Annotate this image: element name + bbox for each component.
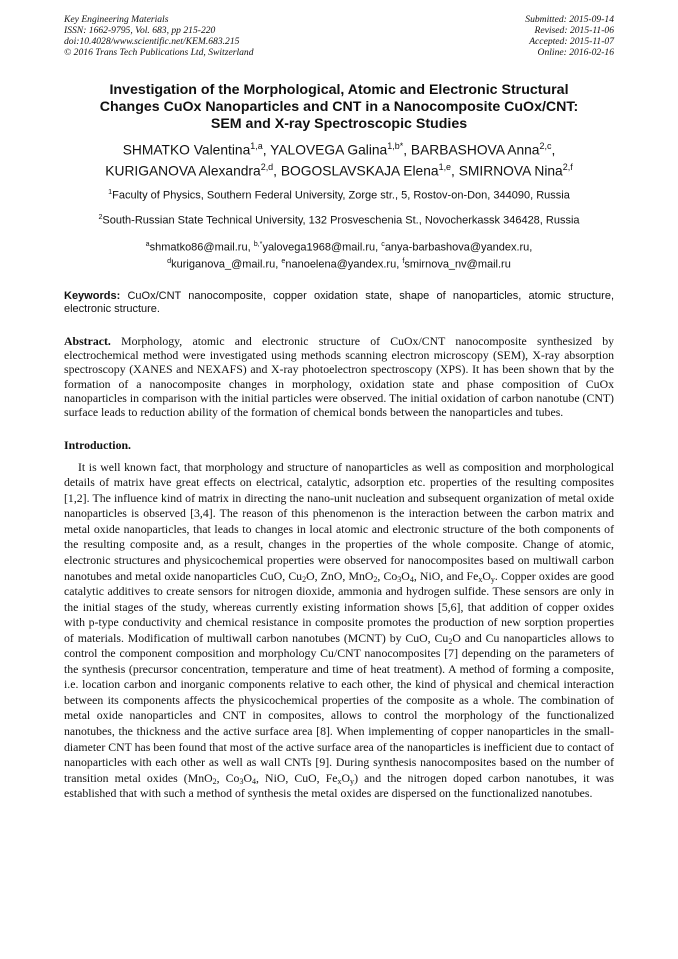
- intro-text: , Co: [377, 568, 398, 583]
- email-sup: b,*: [253, 239, 263, 248]
- author-name: SMIRNOVA Nina: [458, 163, 563, 179]
- intro-subscript: 2: [448, 636, 453, 646]
- intro-subscript: x: [337, 776, 342, 786]
- author-name: SHMATKO Valentina: [122, 142, 251, 158]
- journal-name: Key Engineering Materials: [64, 14, 169, 25]
- intro-paragraph: [64, 460, 614, 802]
- abstract-text: Morphology, atomic and electronic structure of CuOx/CNT nanocomposite synthesized by electrochemical method were investigated using methods scanning electron microscopy (SEM), X-ray absorption spectroscopy (XANES and NEXAFS) and X-ray photoelectron spectroscopy (XPS). It has been shown that by the formation of a nanocomposite changes in morphology, oxidation state and phase composition of CuOx nanoparticles in comparison with the initial particles were observed. The initial oxidation of carbon nanotube (CNT) surface leads to reduction ability of the formation of chemical bonds between the nanoparticles and tubes.: [64, 333, 614, 420]
- title-line: SEM and X-ray Spectroscopic Studies: [210, 116, 468, 133]
- intro-text: , Co: [216, 770, 240, 785]
- journal-info: [64, 14, 254, 58]
- intro-subscript: 3: [397, 574, 402, 584]
- email-sup: e: [281, 256, 286, 265]
- author-line: [64, 159, 614, 180]
- email-link[interactable]: shmatko86@mail.ru,: [149, 241, 254, 254]
- affiliation-sup: 1: [108, 187, 113, 196]
- intro-text: , NiO, and Fe: [413, 568, 479, 583]
- intro-text: O and Cu nanoparticles allows to control the component composition and morphology Cu/CNT nanocomposites [7] depending on the parameters of the synthesis (precursor concentration, temperature and time of heat treatment). A method of forming a composite, i.e. location carbon and inorganic components relative to each other, the kind of physical and chemical interaction between its components affects the physicochemical properties of the composite as a whole. The combination of metal oxide nanoparticles and CNT in composites, allows to control the morphology of the functionalized nanotubes, the thickness and the active surface area [8]. When implementing of copper nanoparticles in the small-diameter CNT has been found that most of the active surface area of the nanoparticles is inefficient due to contact of nanoparticles with each other as well as wall CNTs [9]. During synthesis nanocomposites based on the number of transition metal oxides (MnO: [64, 630, 615, 785]
- author-sup: 2,c: [539, 140, 552, 151]
- keywords-text: CuOx/CNT nanocomposite, copper oxidation state, shape of nanoparticles, atomic structure, electronic structure.: [64, 289, 614, 316]
- email-sup: a: [145, 239, 150, 248]
- intro-text: ) and the nitrogen doped carbon nanotubes, it was established that with such a method of synthesis the metal oxides are dispersed on the functionalized nanotubes.: [64, 770, 614, 801]
- affiliation-text: Faculty of Physics, Southern Federal University, Zorge str., 5, Rostov-on-Don, 344090, Russia: [112, 189, 570, 202]
- submitted-date: Submitted: 2015-09-14: [525, 14, 614, 25]
- keywords: [64, 290, 614, 317]
- online-date: Online: 2016-02-16: [537, 47, 614, 58]
- author-name: BARBASHOVA Anna: [410, 142, 540, 158]
- section-heading: Introduction.: [64, 437, 131, 452]
- intro-text: . Copper oxides are good catalytic additives to create sensors for nitrogen dioxide, ammonia and hydrogen sulfide. These sensors are only in the initial stages of the study, whereas currently existing information shows [5,6], that addition of copper oxides with p-type conductivity and chemical resistance in composite promotes the production of new sorption properties of materials. Modification of multiwall carbon nanotubes (MCNT) by CuO, Cu: [64, 568, 614, 645]
- author-sup: 2,d: [260, 161, 274, 172]
- intro-subscript: 3: [239, 776, 244, 786]
- intro-text: O: [341, 770, 351, 785]
- doi: doi:10.4028/www.scientific.net/KEM.683.215: [64, 36, 240, 47]
- intro-text: O: [243, 770, 252, 785]
- email-link[interactable]: nanoelena@yandex.ru,: [285, 258, 403, 271]
- intro-text: , NiO, CuO, Fe: [256, 770, 338, 785]
- intro-text: O: [401, 568, 410, 583]
- email-sup: f: [402, 256, 405, 265]
- email-sup: d: [167, 256, 172, 265]
- intro-text: O, ZnO, MnO: [306, 568, 374, 583]
- intro-subscript: 2: [373, 574, 378, 584]
- author-line: [64, 138, 614, 159]
- author-sep: ,: [551, 142, 556, 158]
- title-line: Changes CuOx Nanoparticles and CNT in a Nanocomposite CuOx/CNT:: [99, 99, 579, 116]
- intro-subscript: x: [478, 574, 483, 584]
- email-link[interactable]: yalovega1968@mail.ru,: [262, 241, 382, 254]
- dates-info: [525, 14, 614, 58]
- copyright: © 2016 Trans Tech Publications Ltd, Switzerland: [64, 47, 254, 58]
- intro-text: O: [482, 568, 491, 583]
- intro-subscript: 4: [252, 776, 257, 786]
- email-sup: c: [381, 239, 385, 248]
- author-sep: ,: [451, 163, 459, 179]
- abstract-label: Abstract.: [64, 333, 111, 348]
- intro-subscript: y: [490, 574, 495, 584]
- paper-title: [64, 82, 614, 134]
- issn: ISSN: 1662-9795, Vol. 683, pp 215-220: [64, 25, 216, 36]
- keywords-label: Keywords:: [64, 289, 121, 302]
- intro-subscript: 4: [409, 574, 414, 584]
- affiliation: [64, 211, 614, 228]
- author-sep: ,: [403, 142, 411, 158]
- intro-subscript: y: [350, 776, 355, 786]
- intro-subscript: 2: [212, 776, 217, 786]
- author-sep: ,: [262, 142, 271, 158]
- affiliation-text: South-Russian State Technical University, 132 Prosvescheniа St., Novocherkassk 346428, Russia: [102, 214, 580, 227]
- author-sup: 2,f: [562, 161, 573, 172]
- author-list: [64, 138, 614, 180]
- running-header: [64, 14, 614, 58]
- affiliation-sup: 2: [98, 212, 103, 221]
- author-sup: 1,e: [438, 161, 452, 172]
- author-sep: ,: [273, 163, 281, 179]
- email-line: [64, 238, 614, 255]
- email-link[interactable]: kuriganova_@mail.ru,: [171, 258, 282, 271]
- author-name: KURIGANOVA Alexandra: [105, 163, 261, 179]
- intro-text: It is well known fact, that morphology and structure of nanoparticles as well as composition and morphological details of matrix have great effects on electrical, catalytic, adsorption etc. properties of the resulting composites [1,2]. The influence kind of matrix in directing the nano-unit nucleation and subsequent organization of metal oxide nanoparticles is observed [3,4]. The reason of this phenomenon is the interaction between the carbon matrix and metal oxide nanoparticles, that leads to changes in local atomic and electronic structure of the both components of the resulting composite and, as a result, changes in the properties of the whole composite. Change of atomic, electronic structures and physicochemical properties were observed for nanocomposites based on multiwall carbon nanotubes and metal oxide nanoparticles CuO, Cu: [64, 459, 614, 583]
- abstract: [64, 334, 614, 420]
- email-line: [64, 255, 614, 272]
- author-sup: 1,b*: [387, 140, 404, 151]
- email-link[interactable]: anya-barbashova@yandex.ru,: [384, 241, 533, 254]
- title-line: Investigation of the Morphological, Atomic and Electronic Structural: [109, 82, 569, 98]
- author-name: BOGOSLAVSKAJA Elena: [280, 163, 439, 179]
- affiliation: [64, 186, 614, 203]
- author-name: YALOVEGA Galina: [270, 142, 388, 158]
- author-sup: 1,a: [250, 140, 263, 151]
- email-list: [64, 238, 614, 272]
- accepted-date: Accepted: 2015-11-07: [529, 36, 614, 47]
- revised-date: Revised: 2015-11-06: [534, 25, 614, 36]
- intro-subscript: 2: [302, 574, 307, 584]
- email-link[interactable]: smirnova_nv@mail.ru: [404, 258, 511, 271]
